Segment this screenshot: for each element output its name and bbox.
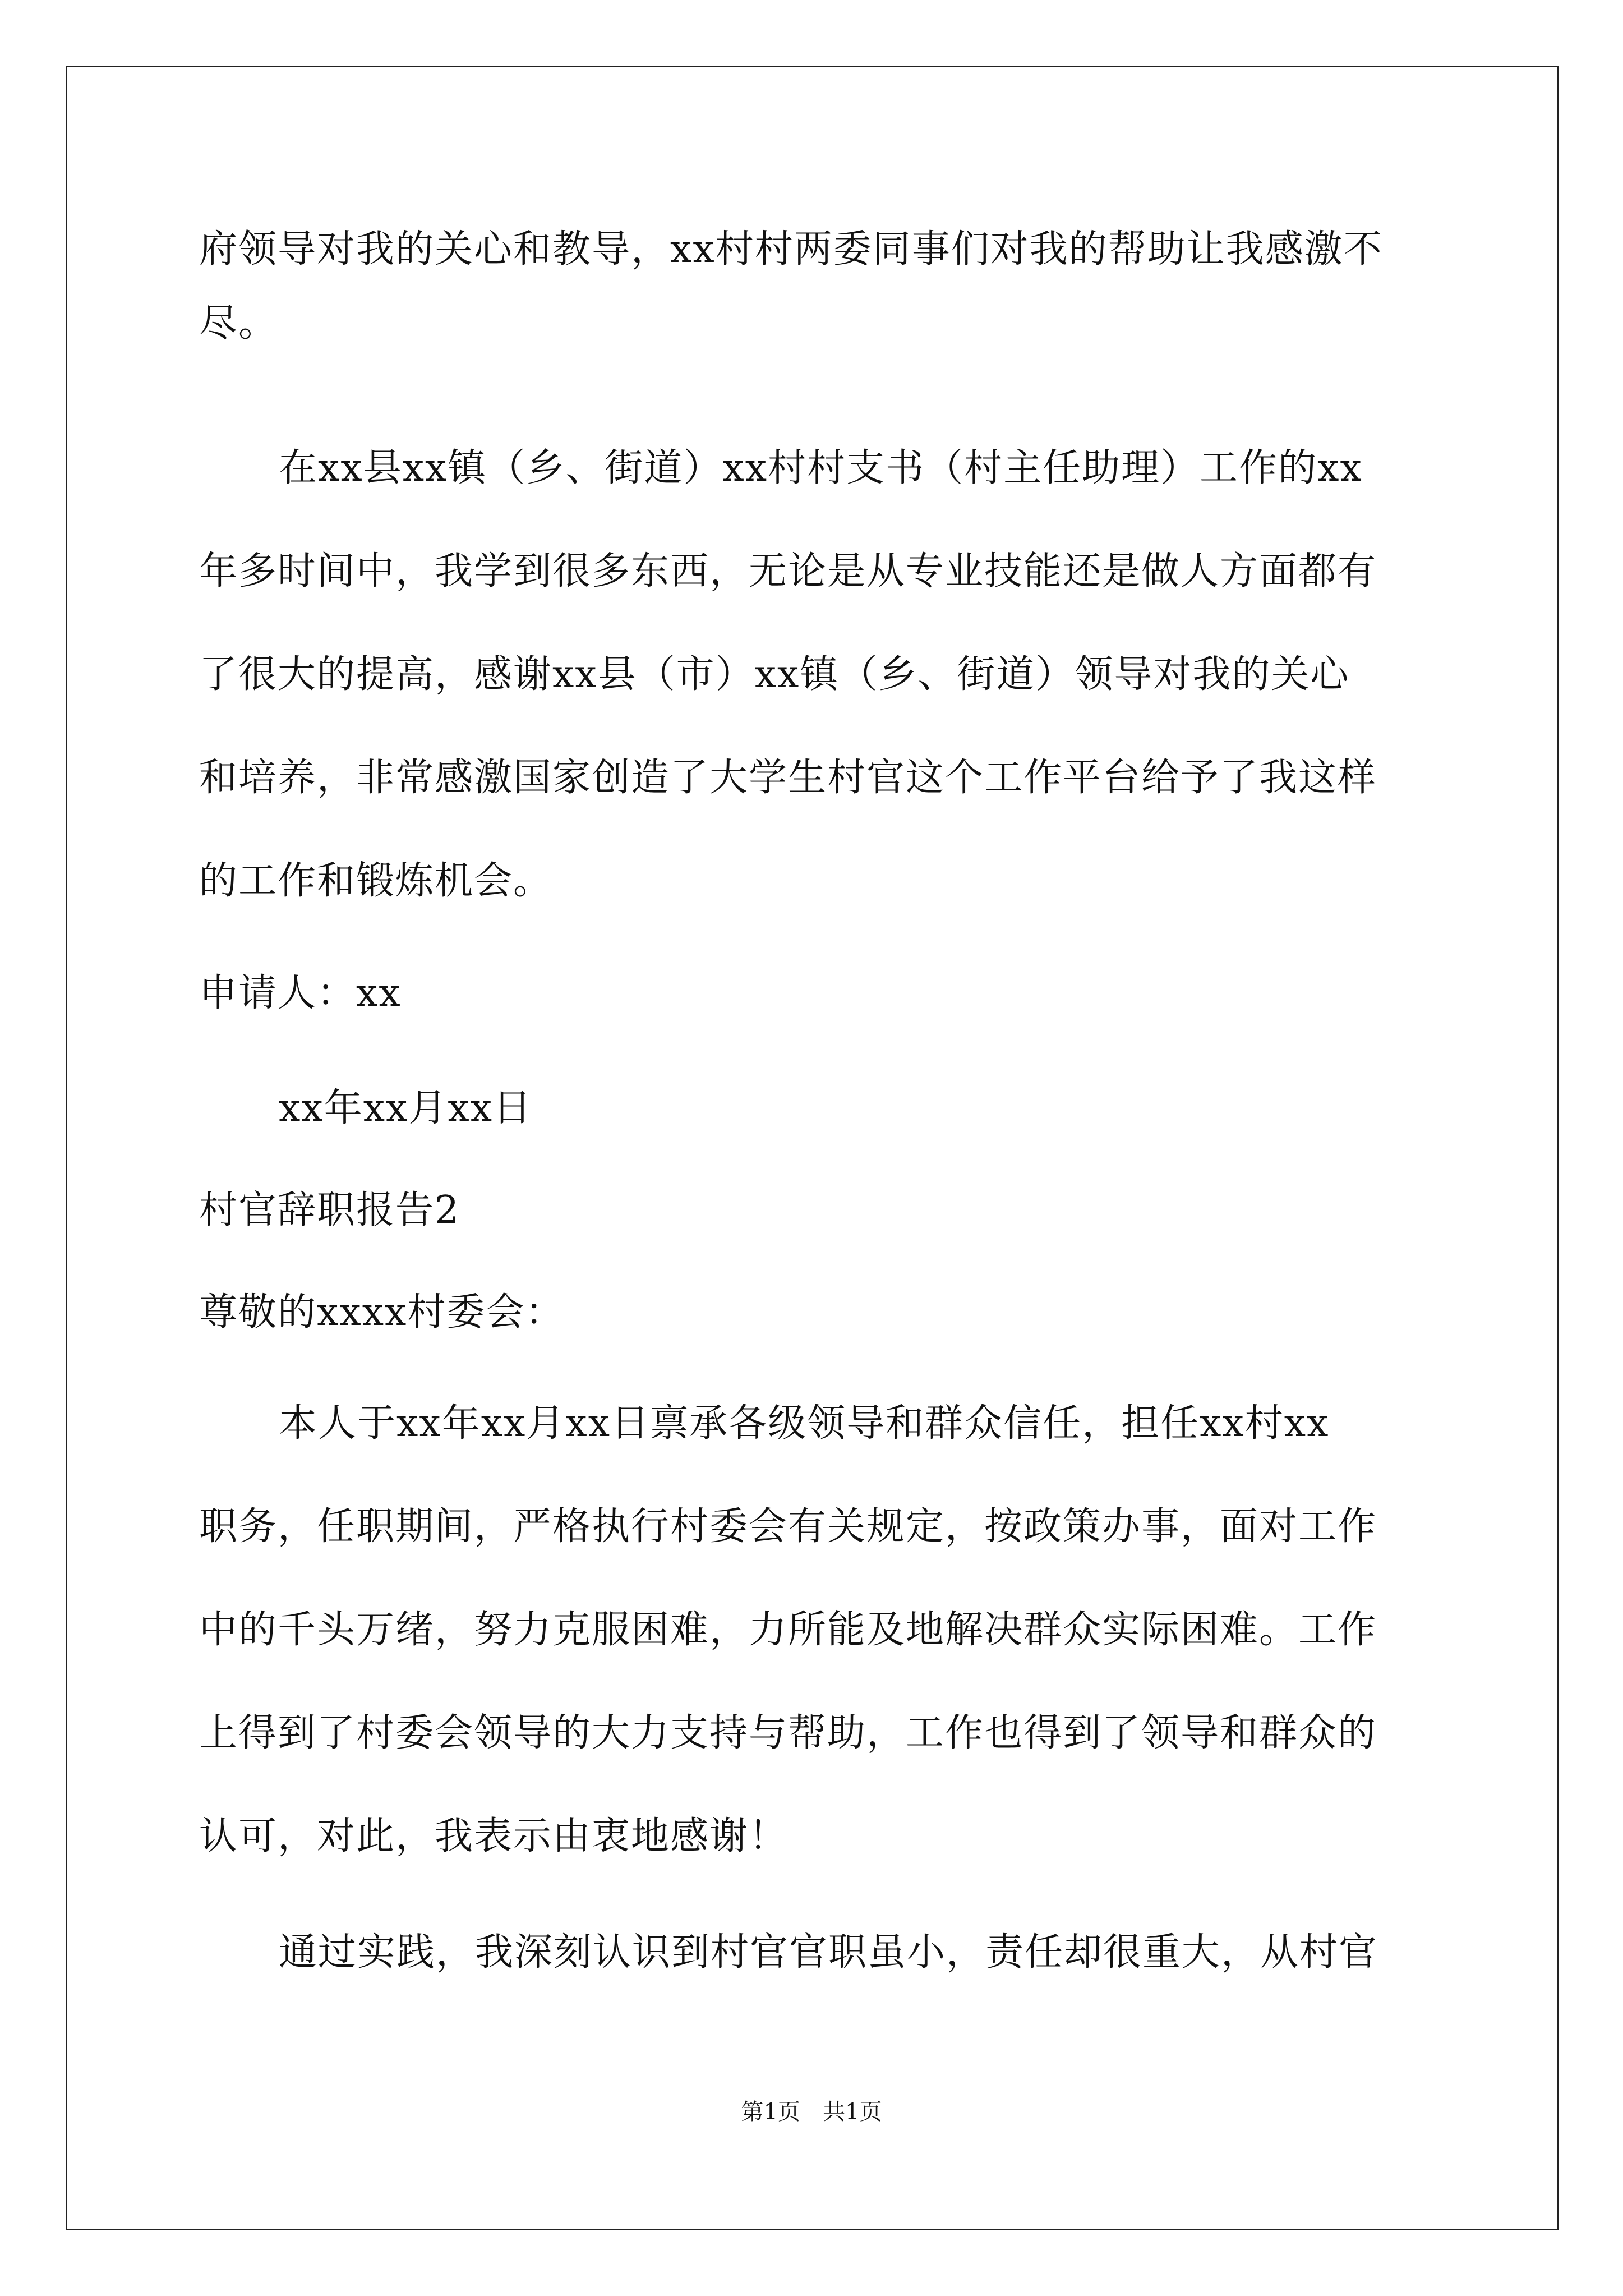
paragraph-first-line: 本人于xx年xx月xx日禀承各级领导和群众信任，担任xx村xx <box>279 1401 1330 1446</box>
section-heading: 村官辞职报告2 <box>199 1188 460 1232</box>
date-line: xx年xx月xx日 <box>279 1086 533 1130</box>
applicant-line: 申请人：xx <box>199 971 402 1015</box>
text-line: 尽。 <box>199 301 278 346</box>
paragraph-first-line: 在xx县xx镇（乡、街道）xx村村支书（村主任助理）工作的xx <box>279 446 1363 490</box>
text-line: 年多时间中，我学到很多东西，无论是从专业技能还是做人方面都有 <box>199 549 1377 593</box>
text-line: 的工作和锻炼机会。 <box>199 859 553 903</box>
paragraph-first-line: 通过实践，我深刻认识到村官官职虽小，责任却很重大，从村官 <box>279 1930 1378 1975</box>
salutation: 尊敬的xxxx村委会： <box>199 1290 565 1335</box>
text-line: 中的千头万绪，努力克服困难，力所能及地解决群众实际困难。工作 <box>199 1608 1377 1652</box>
text-line: 和培养，非常感激国家创造了大学生村官这个工作平台给予了我这样 <box>199 756 1377 800</box>
text-line: 府领导对我的关心和教导，xx村村两委同事们对我的帮助让我感激不 <box>199 227 1383 272</box>
text-line: 职务，任职期间，严格执行村委会有关规定，按政策办事，面对工作 <box>199 1504 1377 1549</box>
text-line: 上得到了村委会领导的大力支持与帮助，工作也得到了领导和群众的 <box>199 1711 1377 1755</box>
text-line: 了很大的提高，感谢xx县（市）xx镇（乡、街道）领导对我的关心 <box>199 652 1350 697</box>
page-border <box>66 66 1559 2230</box>
page-number-footer: 第1页 共1页 <box>741 2099 882 2125</box>
text-line: 认可，对此，我表示由衷地感谢！ <box>199 1814 789 1858</box>
